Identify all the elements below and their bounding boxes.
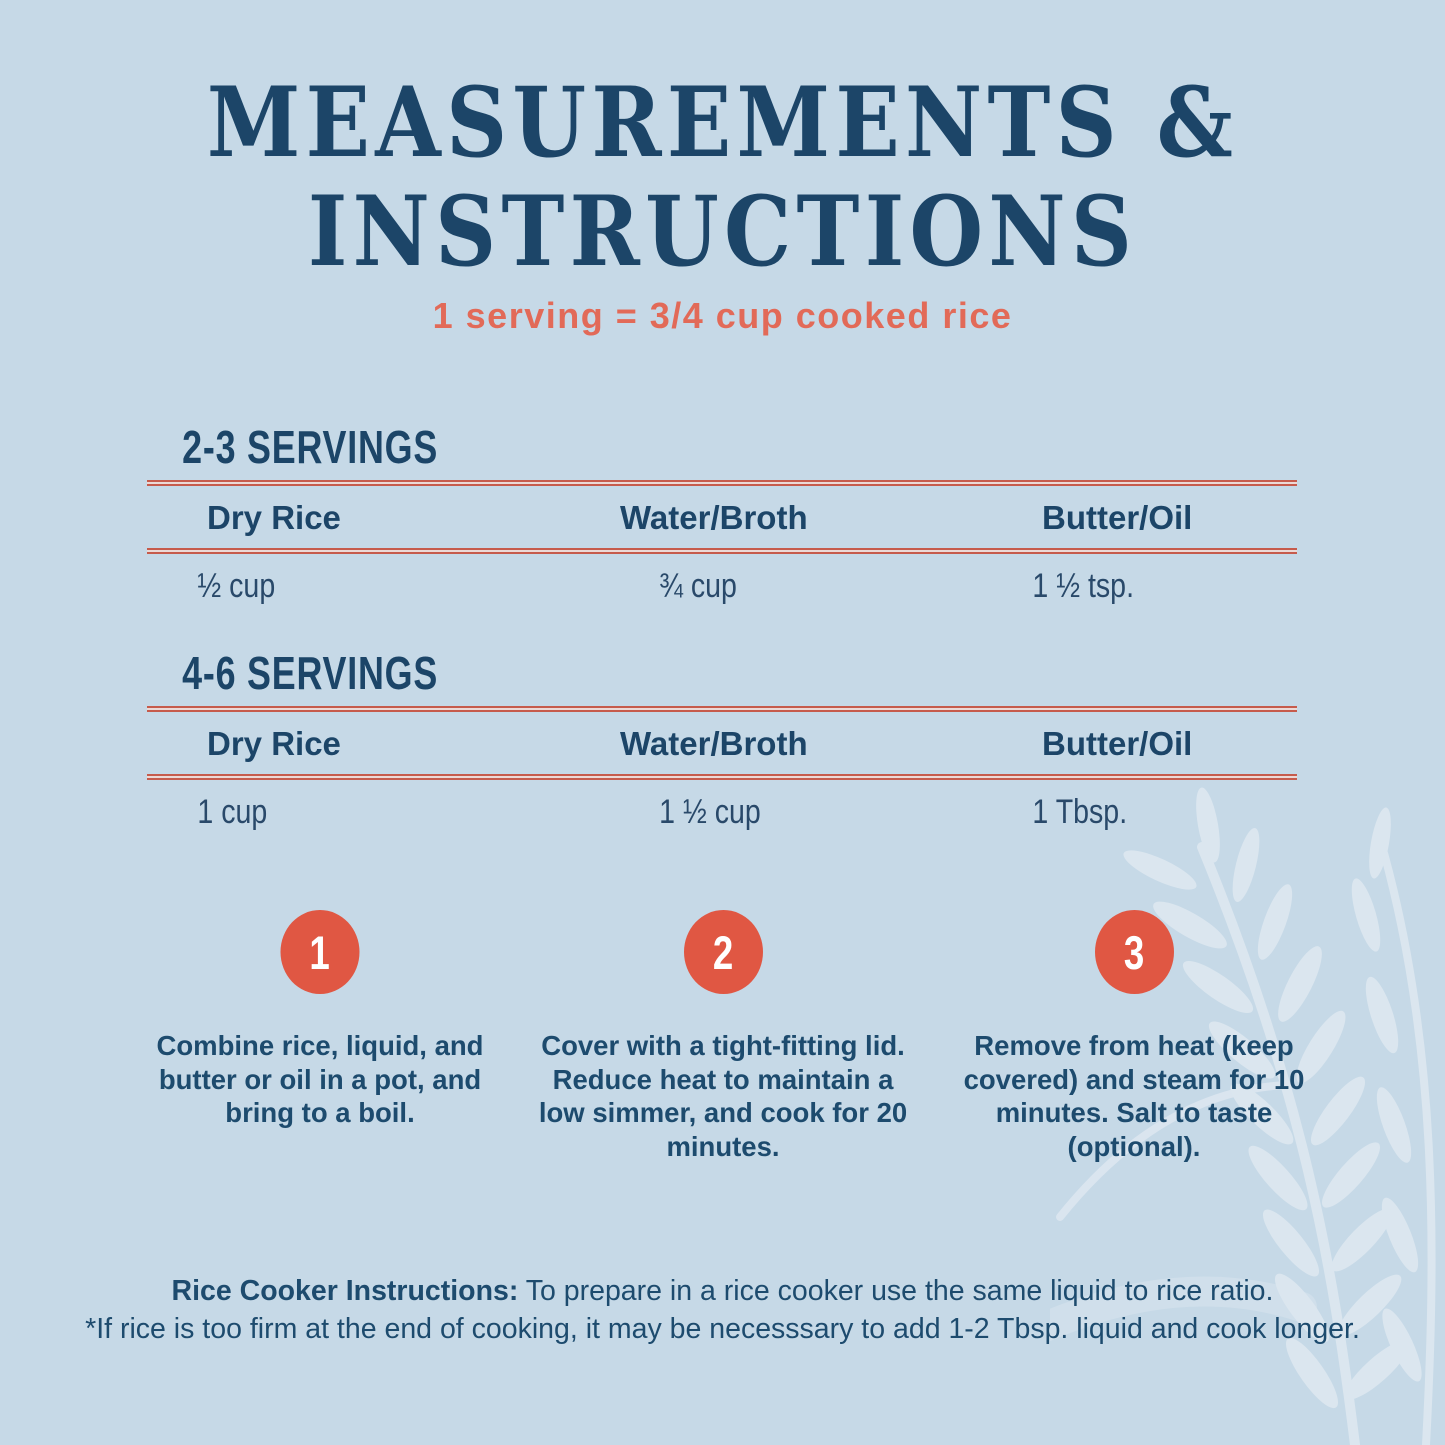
rice-cooker-note-rest: To prepare in a rice cooker use the same liquid to rice ratio.	[518, 1275, 1274, 1307]
step-2-number: 2	[712, 925, 734, 979]
servings-table-2-3	[147, 420, 1297, 606]
rice-cooker-note	[0, 1272, 1445, 1348]
value-dry-rice: 1 cup	[197, 793, 268, 831]
rice-cooker-note-line1	[0, 1272, 1445, 1310]
value-dry-rice: ½ cup	[197, 567, 276, 605]
table-header-row	[147, 712, 1297, 774]
servings-table-heading: 2-3 SERVINGS	[182, 421, 439, 473]
column-header-water-broth: Water/Broth	[620, 725, 808, 762]
column-header-butter-oil: Butter/Oil	[1042, 725, 1193, 762]
servings-table-heading: 4-6 SERVINGS	[182, 647, 439, 699]
page-title-line1: MEASUREMENTS &	[206, 66, 1239, 179]
step-3-number: 3	[1123, 925, 1145, 979]
serving-size-note: 1 serving = 3/4 cup cooked rice	[432, 295, 1013, 336]
column-header-water-broth: Water/Broth	[620, 499, 808, 536]
table-value-row	[147, 780, 1297, 832]
table-header-row	[147, 486, 1297, 548]
step-2-text: Cover with a tight-fitting lid. Reduce heat to maintain a low simmer, and cook for 20 minutes.	[538, 1030, 908, 1162]
step-1-text: Combine rice, liquid, and butter or oil in a pot, and bring to a boil.	[156, 1030, 484, 1128]
step-1-badge	[281, 910, 360, 994]
column-header-dry-rice: Dry Rice	[207, 725, 341, 762]
step-1	[148, 910, 493, 1130]
step-1-number: 1	[309, 925, 331, 979]
column-header-dry-rice: Dry Rice	[207, 499, 341, 536]
step-3-badge	[1095, 910, 1174, 994]
servings-table-4-6	[147, 646, 1297, 832]
table-value-row	[147, 554, 1297, 606]
value-water-broth: 1 ½ cup	[659, 793, 761, 831]
step-2	[532, 910, 914, 1163]
column-header-butter-oil: Butter/Oil	[1042, 499, 1193, 536]
step-3-text: Remove from heat (keep covered) and steam for 10 minutes. Salt to taste (optional).	[963, 1030, 1305, 1162]
value-butter-oil: 1 Tbsp.	[1032, 793, 1128, 831]
value-butter-oil: 1 ½ tsp.	[1032, 567, 1135, 605]
value-water-broth: ¾ cup	[659, 567, 737, 605]
page-title-line2: INSTRUCTIONS	[307, 175, 1138, 288]
rice-cooker-note-line2: *If rice is too firm at the end of cooking, it may be necesssary to add 1-2 Tbsp. liquid and cook longer.	[85, 1313, 1360, 1345]
step-2-badge	[684, 910, 763, 994]
step-3	[958, 910, 1310, 1163]
page-title	[87, 68, 1359, 286]
rice-cooker-note-lead: Rice Cooker Instructions:	[171, 1275, 519, 1307]
